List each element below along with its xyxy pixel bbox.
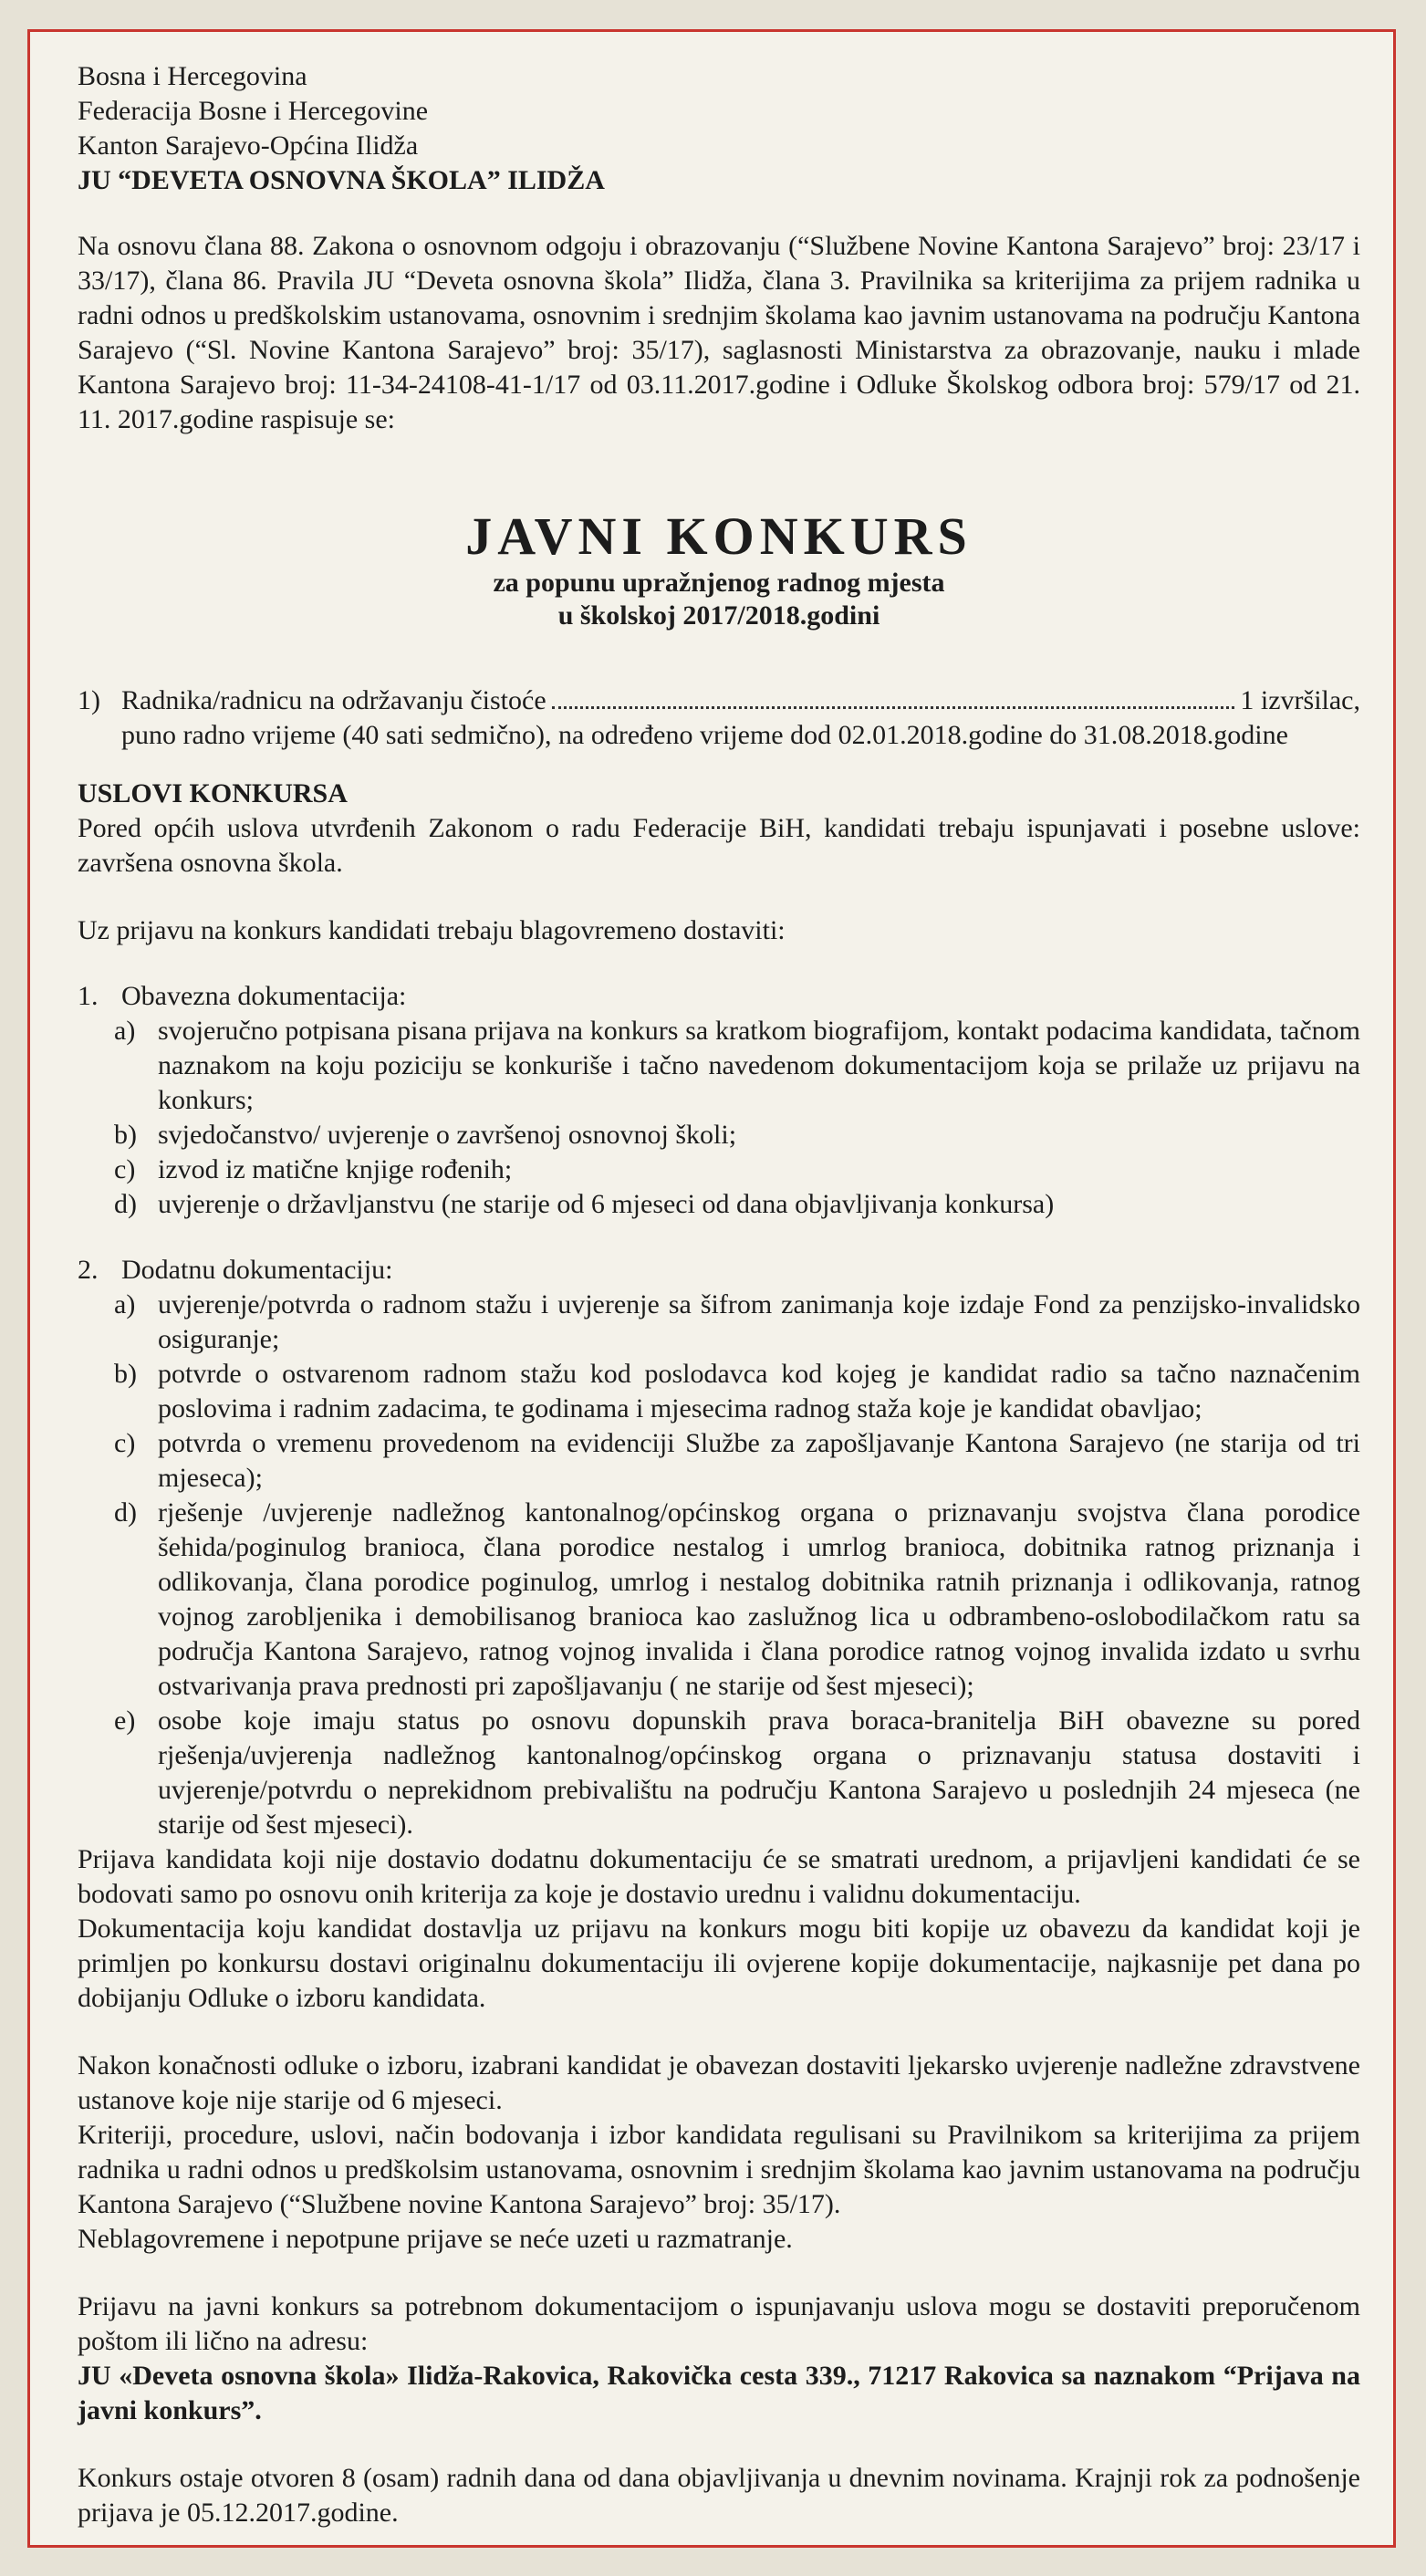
position-entry: [78, 683, 1360, 753]
announcement-sheet: [27, 29, 1396, 2548]
additional-title: Dodatnu dokumentaciju:: [121, 1255, 393, 1285]
item-text: potvrde o ostvarenom radnom stažu kod poslodavca kod kojeg je kandidat radio sa tačno naznačenim poslovima i radnim zadacima, te godinama i mjesecima radnog staža koje je kandidat obavljao;: [158, 1359, 1360, 1424]
mandatory-title: Obavezna dokumentacija:: [121, 981, 407, 1011]
list-item: [114, 1357, 1360, 1426]
header-federation: Federacija Bosne i Hercegovine: [78, 96, 429, 126]
item-letter: a): [114, 1016, 136, 1046]
header-school: JU “DEVETA OSNOVNA ŠKOLA” ILIDŽA: [78, 165, 605, 195]
item-letter: d): [114, 1189, 137, 1219]
list-item: [114, 1704, 1360, 1842]
list-item: [114, 1288, 1360, 1357]
item-text: izvod iz matične knjige rođenih;: [158, 1154, 513, 1184]
position-label: Radnika/radnicu na održavanju čistoće: [121, 685, 546, 715]
item-text: svjedočanstvo/ uvjerenje o završenoj osnovnoj školi;: [158, 1120, 737, 1150]
title-block: [78, 506, 1360, 632]
list-item: [114, 1187, 1360, 1222]
item-letter: a): [114, 1289, 136, 1319]
item-text: svojeručno potpisana pisana prijava na konkurs sa kratkom biografijom, kontakt podacima kandidata, tačnom naznakom na koju poziciju se konkuriše i tačno navedenom dokumentacijom koja se prilaže uz prijavu na konkurs;: [158, 1016, 1360, 1115]
mandatory-number: 1.: [78, 981, 99, 1011]
additional-heading: [78, 1253, 1360, 1288]
page-title: JAVNI KONKURS: [465, 506, 973, 566]
item-letter: b): [114, 1359, 137, 1389]
list-item: [114, 1152, 1360, 1187]
note-kriteriji: Kriteriji, procedure, uslovi, način bodovanja i izbor kandidata regulisani su Pravilnikom sa kriterijima za prijem radnika u radni odnos u predškolsim ustanovama, osnovnim i srednjim školama kao javnim ustanovama na području Kantona Sarajevo (“Službene novine Kantona Sarajevo” broj: 35/17).: [78, 2120, 1360, 2219]
note-dodatna: Prijava kandidata koji nije dostavio dodatnu dokumentaciju će se smatrati urednom, a prijavljeni kandidati će se bodovati samo po osnovu onih kriterija za koje je dostavio urednu i validnu dokumentaciju.: [78, 1844, 1360, 1909]
note-kopije: Dokumentacija koju kandidat dostavlja uz prijavu na konkurs mogu biti kopije uz obavezu da kandidat koji je primljen po konkursu dostavi originalnu dokumentaciju ili ovjerene kopije dokumentacije, najkasnije pet dana po dobijanju Odluke o izboru kandidata.: [78, 1914, 1360, 2013]
header-canton: Kanton Sarajevo-Općina Ilidža: [78, 130, 419, 161]
additional-number: 2.: [78, 1255, 99, 1285]
conditions-text: Pored općih uslova utvrđenih Zakonom o radu Federacije BiH, kandidati trebaju ispunjavati i posebne uslove: završena osnovna škola.: [78, 813, 1360, 878]
mandatory-list: [114, 1014, 1360, 1222]
note-rok: Konkurs ostaje otvoren 8 (osam) radnih dana od dana objavljivanja u dnevnim novinama. Krajnji rok za podnošenje prijava je 05.12.2017.godine.: [78, 2463, 1360, 2528]
header-country: Bosna i Hercegovina: [78, 61, 307, 91]
additional-list: [114, 1288, 1360, 1842]
header-block: [78, 59, 1360, 198]
school-address: JU «Deveta osnovna škola» Ilidža-Rakovica, Rakovička cesta 339., 71217 Rakovica sa naznakom “Prijava na javni konkurs”.: [78, 2361, 1360, 2425]
list-item: [114, 1118, 1360, 1152]
list-item: [114, 1496, 1360, 1704]
item-letter: c): [114, 1428, 136, 1458]
mandatory-heading: [78, 979, 1360, 1014]
item-text: potvrda o vremenu provedenom na evidenciji Službe za zapošljavanje Kantona Sarajevo (ne starija od tri mjeseca);: [158, 1428, 1360, 1493]
list-item: [114, 1014, 1360, 1118]
item-text: rješenje /uvjerenje nadležnog kantonalnog/općinskog organa o priznavanju svojstva člana porodice šehida/poginulog branioca, člana porodice nestalog i umrlog branioca, dobitnika ratnog priznanja i odlikovanja, člana porodice poginulog, umrlog i nestalog dobitnika ratnih priznanja i odlikovanja, ratnog vojnog zarobljenika i demobilisanog branioca kao zaslužnog lica u odbrambeno-oslobodilačkom ratu sa područja Kantona Sarajevo, ratnog vojnog invalida i člana porodice ratnog vojnog invalida izdato u svrhu ostvarivanja prava prednosti pri zapošljavanju ( ne starije od šest mjeseci);: [158, 1497, 1360, 1701]
item-text: uvjerenje/potvrda o radnom stažu i uvjerenje sa šifrom zanimanja koje izdaje Fond za penzijsko-invalidsko osiguranje;: [158, 1289, 1360, 1354]
position-count: 1 izvršilac,: [1240, 685, 1360, 715]
note-neblagovremene: Neblagovremene i nepotpune prijave se neće uzeti u razmatranje.: [78, 2224, 793, 2254]
intro-paragraph: Na osnovu člana 88. Zakona o osnovnom odgoju i obrazovanju (“Službene Novine Kantona Sarajevo” broj: 23/17 i 33/17), člana 86. Pravila JU “Deveta osnovna škola” Ilidža, člana 3. Pravilnika sa kriterijima za prijem radnika u radni odnos u predškolskim ustanovama, osnovnim i srednjim školama kao javnim ustanovama na području Kantona Sarajevo (“Sl. Novine Kantona Sarajevo” broj: 35/17), saglasnosti Ministarstva za obrazovanje, nauku i mlade Kantona Sarajevo broj: 11-34-24108-41-1/17 od 03.11.2017.godine i Odluke Školskog odbora broj: 579/17 od 21. 11. 2017.godine raspisuje se:: [78, 231, 1360, 434]
item-letter: b): [114, 1120, 137, 1150]
item-letter: c): [114, 1154, 136, 1184]
dot-leader: [552, 706, 1235, 709]
position-number: 1): [78, 685, 100, 715]
conditions-heading: USLOVI KONKURSA: [78, 778, 348, 808]
submit-intro: Uz prijavu na konkurs kandidati trebaju blagovremeno dostaviti:: [78, 915, 786, 945]
item-letter: d): [114, 1497, 137, 1528]
subtitle-line-1: za popunu upražnjenog radnog mjesta: [493, 568, 945, 598]
note-dostava: Prijavu na javni konkurs sa potrebnom dokumentacijom o ispunjavanju uslova mogu se dostaviti preporučenom poštom ili lično na adresu:: [78, 2291, 1360, 2356]
list-item: [114, 1426, 1360, 1496]
item-text: osobe koje imaju status po osnovu dopunskih prava boraca-branitelja BiH obavezne su pored rješenja/uvjerenja nadležnog kantonalnog/općinskog organa o priznavanju statusa dostaviti i uvjerenje/potvrdu o neprekidnom prebivalištu na području Kantona Sarajevo u poslednjih 24 mjeseca (ne starije od šest mjeseci).: [158, 1705, 1360, 1840]
position-detail: puno radno vrijeme (40 sati sedmično), na određeno vrijeme dod 02.01.2018.godine do 31.08.2018.godine: [121, 720, 1288, 750]
item-text: uvjerenje o državljanstvu (ne starije od 6 mjeseci od dana objavljivanja konkursa): [158, 1189, 1055, 1219]
subtitle-line-2: u školskoj 2017/2018.godini: [557, 600, 880, 631]
note-ljekarsko: Nakon konačnosti odluke o izboru, izabrani kandidat je obavezan dostaviti ljekarsko uvjerenje nadležne zdravstvene ustanove koje nije starije od 6 mjeseci.: [78, 2050, 1360, 2115]
item-letter: e): [114, 1705, 136, 1736]
